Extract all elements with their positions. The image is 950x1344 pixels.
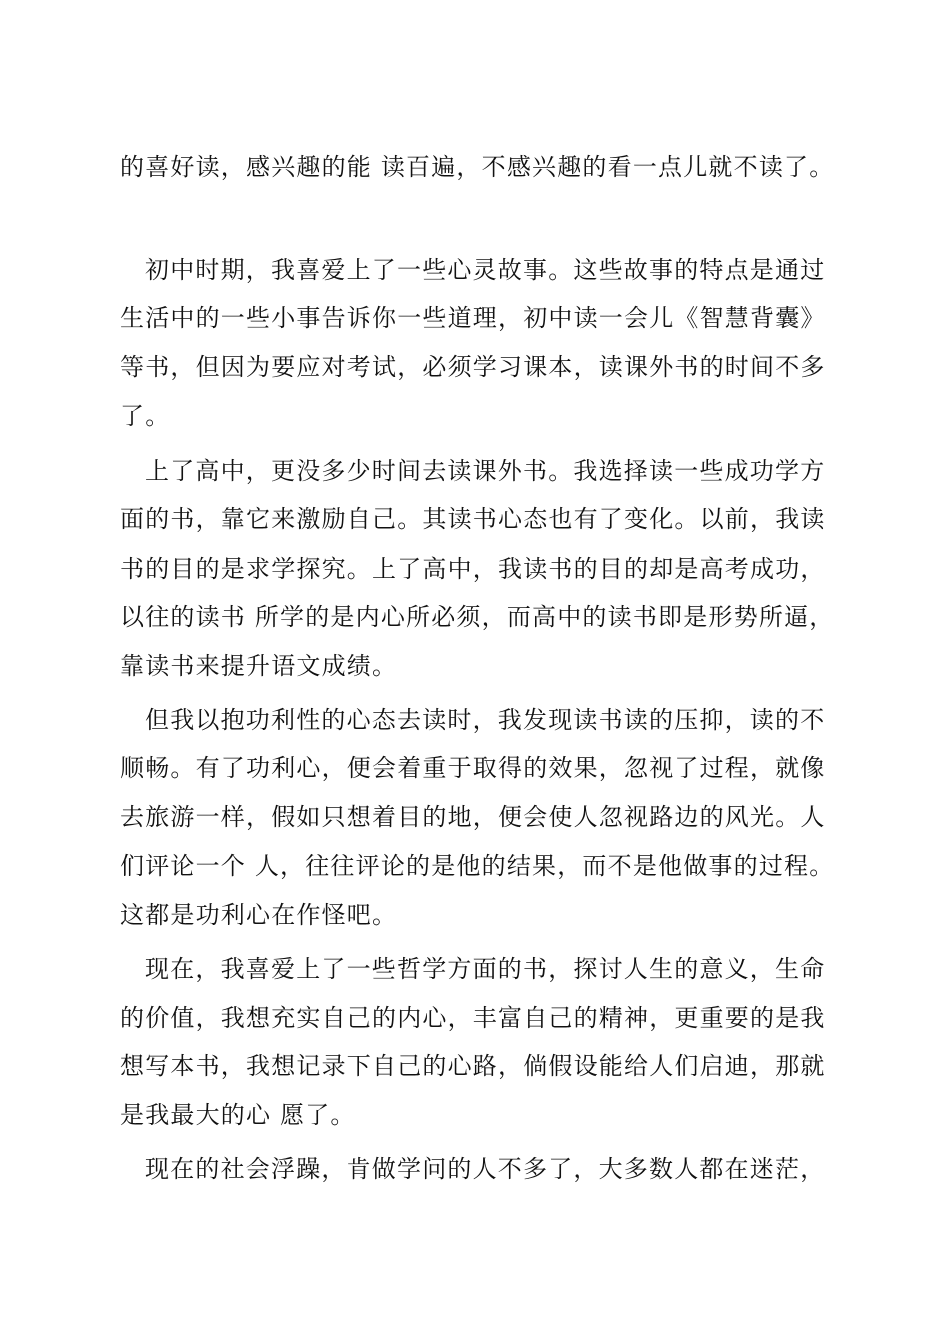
text-line: 顺畅。有了功利心，便会着重于取得的效果，忽视了过程，就像 bbox=[120, 754, 826, 782]
text-line: 了。 bbox=[120, 402, 171, 430]
paragraph-start-line: 现在的社会浮躁，肯做学问的人不多了，大多数人都在迷茫， bbox=[145, 1155, 826, 1183]
text-line: 想写本书，我想记录下自己的心路，倘假设能给人们启迪，那就 bbox=[120, 1052, 826, 1080]
text-line: 面的书，靠它来激励自己。其读书心态也有了变化。以前，我读 bbox=[120, 505, 826, 533]
text-line: 靠读书来提升语文成绩。 bbox=[120, 652, 398, 680]
text-line: 的喜好读，感兴趣的能 读百遍，不感兴趣的看一点儿就不读了。 bbox=[120, 153, 835, 181]
paragraph-start-line: 初中时期，我喜爱上了一些心灵故事。这些故事的特点是通过 bbox=[145, 256, 826, 284]
text-line: 这都是功利心在作怪吧。 bbox=[120, 901, 398, 929]
paragraph-start-line: 上了高中，更没多少时间去读课外书。我选择读一些成功学方 bbox=[145, 457, 826, 485]
paragraph-start-line: 现在，我喜爱上了一些哲学方面的书，探讨人生的意义，生命 bbox=[145, 955, 826, 983]
text-line: 们评论一个 人，往往评论的是他的结果，而不是他做事的过程。 bbox=[120, 852, 835, 880]
text-line: 以往的读书 所学的是内心所必须，而高中的读书即是形势所逼， bbox=[120, 603, 835, 631]
text-line: 是我最大的心 愿了。 bbox=[120, 1101, 356, 1129]
text-line: 的价值，我想充实自己的内心，丰富自己的精神，更重要的是我 bbox=[120, 1004, 826, 1032]
paragraph-start-line: 但我以抱功利性的心态去读时，我发现读书读的压抑，读的不 bbox=[145, 706, 826, 734]
text-line: 等书，但因为要应对考试，必须学习课本，读课外书的时间不多 bbox=[120, 353, 826, 381]
text-line: 生活中的一些小事告诉你一些道理，初中读一会儿《智慧背囊》 bbox=[120, 304, 826, 332]
text-line: 去旅游一样，假如只想着目的地，便会使人忽视路边的风光。人 bbox=[120, 803, 826, 831]
text-line: 书的目的是求学探究。上了高中，我读书的目的却是高考成功， bbox=[120, 555, 826, 583]
